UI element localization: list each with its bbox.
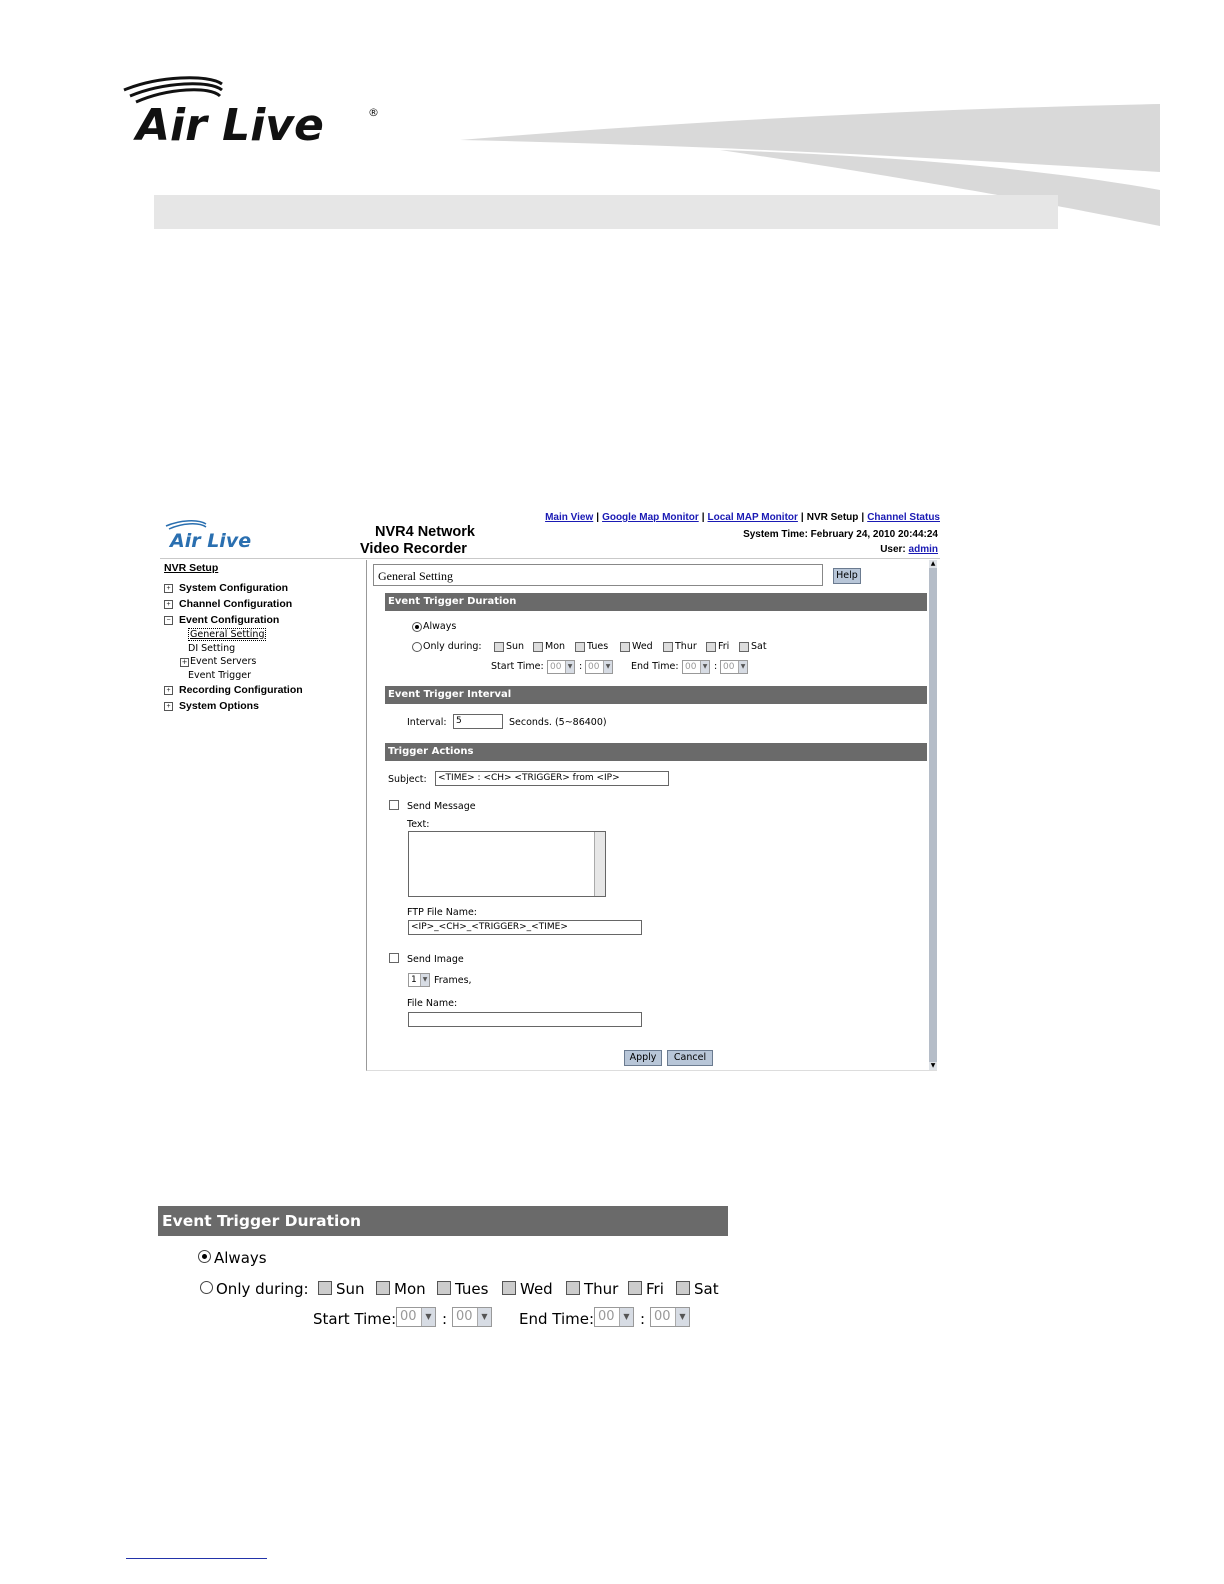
chevron-down-icon: ▼ bbox=[700, 661, 709, 673]
zoom-day-sun-checkbox[interactable] bbox=[318, 1281, 332, 1295]
file-name-label: File Name: bbox=[407, 998, 458, 1009]
day-sat-checkbox[interactable] bbox=[739, 642, 749, 652]
chevron-down-icon: ▼ bbox=[738, 661, 747, 673]
zoom-end-time-label: End Time: bbox=[519, 1310, 595, 1328]
svg-text:Air Live: Air Live bbox=[136, 100, 324, 151]
top-navigation: Main View | Google Map Monitor | Local MAP Monitor | NVR Setup | Channel Status bbox=[545, 512, 940, 523]
start-hour-select[interactable]: 00 ▼ bbox=[547, 660, 575, 674]
nav-nvr-setup: NVR Setup bbox=[806, 512, 859, 523]
day-tues-checkbox[interactable] bbox=[575, 642, 585, 652]
section-trigger-actions: Trigger Actions bbox=[385, 743, 927, 761]
zoom-day-wed-checkbox[interactable] bbox=[502, 1281, 516, 1295]
section-event-trigger-interval: Event Trigger Interval bbox=[385, 686, 927, 704]
day-wed-checkbox[interactable] bbox=[620, 642, 630, 652]
sidebar-item-system-configuration[interactable]: + System Configuration bbox=[164, 580, 364, 596]
sidebar-item-recording-configuration[interactable]: + Recording Configuration bbox=[164, 682, 364, 698]
send-image-checkbox[interactable] bbox=[389, 953, 399, 963]
header-bar bbox=[154, 195, 1058, 229]
sidebar-item-general-setting[interactable]: General Setting bbox=[190, 629, 265, 640]
text-label: Text: bbox=[407, 819, 430, 830]
start-time-label: Start Time: bbox=[491, 661, 544, 672]
zoom-start-time-label: Start Time: bbox=[313, 1310, 397, 1328]
content-scrollbar[interactable] bbox=[929, 560, 937, 1070]
expand-icon[interactable]: + bbox=[164, 686, 173, 695]
sidebar-item-system-options[interactable]: + System Options bbox=[164, 698, 364, 714]
expand-icon[interactable]: + bbox=[181, 658, 188, 666]
collapse-icon[interactable]: − bbox=[164, 616, 173, 625]
title-line-2: Video Recorder bbox=[360, 541, 467, 557]
airlive-logo bbox=[118, 72, 388, 152]
zoom-day-fri-checkbox[interactable] bbox=[628, 1281, 642, 1295]
zoom-day-thur-label: Thur bbox=[584, 1280, 619, 1298]
interval-label: Interval: bbox=[407, 717, 447, 728]
divider bbox=[160, 558, 940, 559]
svg-text:®: ® bbox=[368, 106, 379, 119]
always-label: Always bbox=[423, 621, 457, 632]
textarea-scrollbar[interactable] bbox=[594, 832, 605, 896]
zoom-day-sun-label: Sun bbox=[336, 1280, 365, 1298]
zoom-day-fri-label: Fri bbox=[646, 1280, 664, 1298]
zoom-end-minute-select[interactable]: 00 ▼ bbox=[650, 1307, 690, 1327]
sidebar-item-event-configuration[interactable]: − Event Configuration bbox=[164, 612, 364, 628]
day-fri-checkbox[interactable] bbox=[706, 642, 716, 652]
zoom-start-hour-select[interactable]: 00 ▼ bbox=[396, 1307, 436, 1327]
frames-label: Frames, bbox=[434, 975, 472, 986]
day-fri-label: Fri bbox=[718, 641, 730, 652]
day-wed-label: Wed bbox=[632, 641, 653, 652]
interval-unit: Seconds. (5~86400) bbox=[509, 717, 607, 728]
sidebar-item-channel-configuration[interactable]: + Channel Configuration bbox=[164, 596, 364, 612]
zoom-day-wed-label: Wed bbox=[520, 1280, 553, 1298]
day-thur-checkbox[interactable] bbox=[663, 642, 673, 652]
page-heading bbox=[360, 524, 475, 558]
only-during-radio[interactable] bbox=[412, 642, 422, 652]
nav-local-map-monitor[interactable]: Local MAP Monitor bbox=[707, 512, 798, 523]
chevron-down-icon: ▼ bbox=[619, 1308, 633, 1326]
day-sun-label: Sun bbox=[506, 641, 525, 652]
zoom-only-during-label: Only during: bbox=[216, 1280, 309, 1298]
expand-icon[interactable]: + bbox=[164, 702, 173, 711]
day-sun-checkbox[interactable] bbox=[494, 642, 504, 652]
zoom-always-label: Always bbox=[214, 1249, 267, 1267]
scroll-up-icon[interactable]: ▲ bbox=[930, 560, 936, 567]
content-panel bbox=[366, 560, 937, 1071]
frames-select[interactable]: 1 ▼ bbox=[408, 973, 430, 987]
subject-label: Subject: bbox=[388, 774, 427, 785]
zoom-time-separator: : bbox=[640, 1310, 646, 1328]
page-title: General Setting bbox=[373, 564, 823, 586]
user-label: User: bbox=[880, 544, 906, 555]
day-mon-checkbox[interactable] bbox=[533, 642, 543, 652]
only-during-label: Only during: bbox=[423, 641, 482, 652]
airlive-small-logo bbox=[164, 518, 274, 550]
user-info bbox=[880, 544, 938, 555]
zoom-day-tues-label: Tues bbox=[455, 1280, 489, 1298]
send-message-checkbox[interactable] bbox=[389, 800, 399, 810]
footer-line bbox=[126, 1558, 267, 1559]
day-tues-label: Tues bbox=[587, 641, 609, 652]
nav-main-view[interactable]: Main View bbox=[545, 512, 594, 523]
sidebar bbox=[164, 560, 364, 714]
zoom-day-mon-checkbox[interactable] bbox=[376, 1281, 390, 1295]
subject-input[interactable]: <TIME> : <CH> <TRIGGER> from <IP> bbox=[435, 771, 669, 786]
user-admin-link[interactable]: admin bbox=[908, 544, 938, 555]
help-button[interactable]: Help bbox=[833, 568, 861, 584]
zoom-always-radio[interactable] bbox=[198, 1250, 211, 1263]
time-separator: : bbox=[714, 661, 718, 672]
zoom-time-separator: : bbox=[442, 1310, 448, 1328]
chevron-down-icon: ▼ bbox=[477, 1308, 491, 1326]
chevron-down-icon: ▼ bbox=[675, 1308, 689, 1326]
day-mon-label: Mon bbox=[545, 641, 566, 652]
zoom-end-hour-select[interactable]: 00 ▼ bbox=[594, 1307, 634, 1327]
nvr-setup-screenshot bbox=[160, 510, 940, 1072]
section-event-trigger-duration: Event Trigger Duration bbox=[385, 593, 927, 611]
sidebar-item-di-setting[interactable]: DI Setting bbox=[188, 642, 236, 654]
end-hour-select[interactable]: 00 ▼ bbox=[682, 660, 710, 674]
ftp-file-name-input[interactable]: <IP>_<CH>_<TRIGGER>_<TIME> bbox=[408, 920, 642, 935]
send-message-label: Send Message bbox=[407, 801, 476, 812]
expand-icon[interactable]: + bbox=[164, 584, 173, 593]
scroll-down-icon[interactable]: ▼ bbox=[930, 1062, 936, 1069]
zoom-day-sat-checkbox[interactable] bbox=[676, 1281, 690, 1295]
end-time-label: End Time: bbox=[631, 661, 679, 672]
start-minute-select[interactable]: 00 ▼ bbox=[585, 660, 613, 674]
chevron-down-icon: ▼ bbox=[420, 974, 429, 986]
send-image-label: Send Image bbox=[407, 954, 464, 965]
end-minute-select[interactable]: 00 ▼ bbox=[720, 660, 748, 674]
sidebar-item-event-trigger[interactable]: Event Trigger bbox=[188, 669, 251, 681]
apply-button[interactable]: Apply bbox=[624, 1050, 662, 1066]
message-textarea[interactable] bbox=[408, 831, 606, 897]
zoom-day-tues-checkbox[interactable] bbox=[437, 1281, 451, 1295]
chevron-down-icon: ▼ bbox=[565, 661, 574, 673]
svg-text:Air Live: Air Live bbox=[170, 530, 252, 550]
title-line-1: NVR4 Network bbox=[375, 524, 475, 540]
zoom-start-minute-select[interactable]: 00 ▼ bbox=[452, 1307, 492, 1327]
ftp-file-name-label: FTP File Name: bbox=[407, 907, 477, 918]
zoom-day-thur-checkbox[interactable] bbox=[566, 1281, 580, 1295]
chevron-down-icon: ▼ bbox=[421, 1308, 435, 1326]
nav-channel-status[interactable]: Channel Status bbox=[867, 512, 940, 523]
file-name-input[interactable] bbox=[408, 1012, 642, 1027]
sidebar-heading[interactable]: NVR Setup bbox=[164, 562, 219, 574]
day-sat-label: Sat bbox=[751, 641, 767, 652]
day-thur-label: Thur bbox=[675, 641, 697, 652]
zoom-day-sat-label: Sat bbox=[694, 1280, 719, 1298]
zoom-only-during-radio[interactable] bbox=[200, 1281, 213, 1294]
expand-icon[interactable]: + bbox=[164, 600, 173, 609]
nav-google-map-monitor[interactable]: Google Map Monitor bbox=[602, 512, 699, 523]
interval-input[interactable]: 5 bbox=[453, 714, 503, 729]
chevron-down-icon: ▼ bbox=[603, 661, 612, 673]
system-time: System Time: February 24, 2010 20:44:24 bbox=[743, 529, 938, 540]
sidebar-item-event-servers[interactable]: + Event Servers bbox=[181, 656, 257, 667]
cancel-button[interactable]: Cancel bbox=[667, 1050, 713, 1066]
always-radio[interactable] bbox=[412, 622, 422, 632]
zoom-day-mon-label: Mon bbox=[394, 1280, 426, 1298]
zoom-section-heading: Event Trigger Duration bbox=[158, 1206, 728, 1236]
time-separator: : bbox=[579, 661, 583, 672]
zoomed-duration-detail bbox=[158, 1206, 728, 1336]
